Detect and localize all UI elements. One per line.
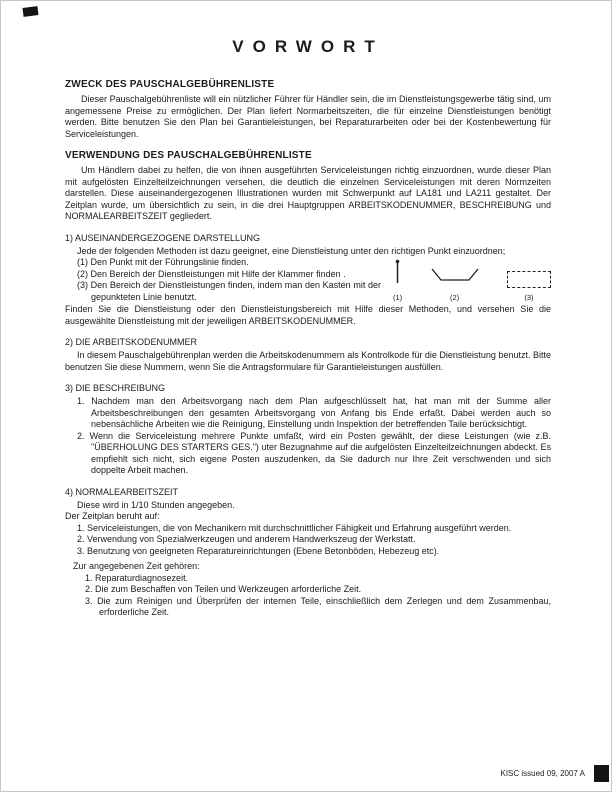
kodenummer-heading: 2) DIE ARBEITSKODENUMMER bbox=[65, 337, 198, 347]
dashed-box-icon bbox=[507, 271, 551, 288]
diagram-col-3 bbox=[507, 271, 551, 302]
normalzeit-basis-label: Der Zeitplan beruht auf: bbox=[65, 511, 160, 521]
kodenummer-paragraph: In diesem Pauschalgebührenplan werden die Arbeitskodenummern als Kontrolkode für die Dienstleistung benutzt. Bitte benutzen Sie diese Nummern, wenn Sie die Antragsformulare für Garantieleistungen ausfüllen. bbox=[65, 350, 551, 372]
zeit-item: 1. Reparaturdiagnosezeit. bbox=[85, 572, 189, 583]
darstellung-heading: 1) AUSEINANDERGEZOGENE DARSTELLUNG bbox=[65, 232, 261, 243]
section-normalzeit bbox=[65, 487, 551, 619]
diagram-label-1: (1) bbox=[393, 293, 403, 302]
diagram-label-3: (3) bbox=[524, 293, 534, 302]
normalzeit-line1: Diese wird in 1/10 Stunden angegeben. bbox=[77, 499, 235, 510]
diagram-label-2: (2) bbox=[449, 293, 460, 302]
footer-note: KISC issued 09, 2007 A bbox=[500, 769, 585, 778]
bracket-icon bbox=[431, 267, 479, 288]
leader-line-icon bbox=[395, 259, 400, 288]
normalzeit-heading: 4) NORMALEARBEITSZEIT bbox=[65, 486, 179, 497]
page-title: VORWORT bbox=[232, 37, 384, 56]
zweck-heading: ZWECK DES PAUSCHALGEBÜHRENLISTE bbox=[65, 79, 275, 90]
diagram-symbols bbox=[393, 259, 551, 302]
verwendung-heading: VERWENDUNG DES PAUSCHALGEBÜHRENLISTE bbox=[65, 150, 312, 161]
method-item: (3) Den Bereich der Dienstleistungen finden, indem man den Kasten mit der gepunkteten Linie benutzt. bbox=[77, 280, 381, 302]
method-list bbox=[77, 257, 551, 304]
zeit-item: 2. Die zum Beschaffen von Teilen und Werkzeugen arforderliche Zeit. bbox=[85, 584, 362, 594]
scan-mark-top-left-icon bbox=[23, 6, 39, 17]
diagram-col-1 bbox=[393, 259, 402, 302]
darstellung-intro: Jede der folgenden Methoden ist dazu geeignet, eine Dienstleistung unter den richtigen Punkt einzuordnen; bbox=[77, 245, 506, 256]
scan-mark-bottom-right-icon bbox=[594, 765, 609, 782]
section-verwendung bbox=[65, 150, 551, 223]
basis-item: 1. Serviceleistungen, die von Mechanikern mit durchschnittlicher Fähigkeit und Erfahrung ausgeführt werden. bbox=[77, 522, 512, 533]
beschreibung-item: 2. Wenn die Serviceleistung mehrere Punkte umfaßt, wird ein Posten gewählt, der diese Leistungen (wie z.B. "ÜBERHOLUNG DES STARTERS GES.") uter Bezugnahme auf die aufgelösten Einzelteilzeichnungen abdeckt. Es empfiehlt sich nicht, sich eigene Posten auszudenken, da Sie dadurch nur Ihre Zeit verschwenden und sich doppelte Arbeit machen. bbox=[77, 430, 551, 475]
diagram-col-2 bbox=[431, 267, 479, 302]
zeit-item: 3. Die zum Reinigen und Überprüfen der internen Teile, einschließlich dem Zerlegen und dem Zusammenbau, erforderliche Zeit. bbox=[85, 595, 551, 617]
section-zweck bbox=[65, 79, 551, 140]
verwendung-paragraph: Um Händlern dabei zu helfen, die von ihnen ausgeführten Serviceleistungen richtig einzuordnen, wurde dieser Plan mit aufgelösten Einzelteilzeichnungen versehen, die deutlich die einzelnen Serviceleistungen mit deren Normzeiten darstellen. Diese auseinandergezogenen Illustrationen wurden mit Schwerpunkt auf LA181 und LA211 gestaltet. Der Zeitplan wurde, um übersichtlich zu sein, in die drei Hauptgruppen ARBEITSKODENUMMER, BESCHREIBUNG und NORMALEARBEITSZEIT gegliedert. bbox=[65, 165, 551, 221]
page-content bbox=[65, 37, 551, 629]
normalzeit-zeit-label: Zur angegebenen Zeit gehören: bbox=[73, 561, 200, 571]
darstellung-outro: Finden Sie die Dienstleistung oder den Dienstleistungsbereich mit Hilfe dieser Methoden, und versehen Sie die ausgewählte Dienstleistung mit der jeweiligen ARBEITSKODENUMMER. bbox=[65, 304, 551, 326]
beschreibung-heading: 3) DIE BESCHREIBUNG bbox=[65, 383, 166, 393]
method-diagram bbox=[393, 259, 551, 302]
basis-item: 2. Verwendung von Spezialwerkzeugen und anderem Handwerkszeug der Werkstatt. bbox=[77, 534, 416, 544]
section-kodenummer bbox=[65, 337, 551, 373]
section-beschreibung bbox=[65, 383, 551, 477]
method-item: (1) Den Punkt mit der Führungslinie finden. bbox=[77, 257, 249, 267]
basis-item: 3. Benutzung von geeigneten Reparatureinrichtungen (Ebene Betonböden, Hebezeug etc). bbox=[77, 545, 440, 556]
beschreibung-item: 1. Nachdem man den Arbeitsvorgang nach dem Plan aufgeschlüsselt hat, hat man mit der Summe aller Arbeitsbeschreibungen den gesamten Arbeitsvorgang von Anfang bis Ende erfaßt. Dabei werden auch so nebensächliche Arbeiten wie die Reinigung, Einstellung undn Inspektion der betreffenden Taile berücksichtigt. bbox=[77, 396, 551, 429]
section-darstellung bbox=[65, 233, 551, 328]
zweck-paragraph: Dieser Pauschalgebührenliste will ein nützlicher Führer für Händler sein, die im Dienstleistungsgewerbe tätig sind, um angemessene Preise zu ermöglichen. Der Plan liefert Normarbeitszeiten, die für einzelne Dienstleistungen benötigt werden. Bitte benutzen Sie den Plan bei Garantieleistungen, bei Reparaturarbeiten oder bei der Kostenbewertung für Serviceleistungen. bbox=[65, 94, 551, 139]
method-item: (2) Den Bereich der Dienstleistungen mit Hilfe der Klammer finden . bbox=[77, 268, 346, 279]
